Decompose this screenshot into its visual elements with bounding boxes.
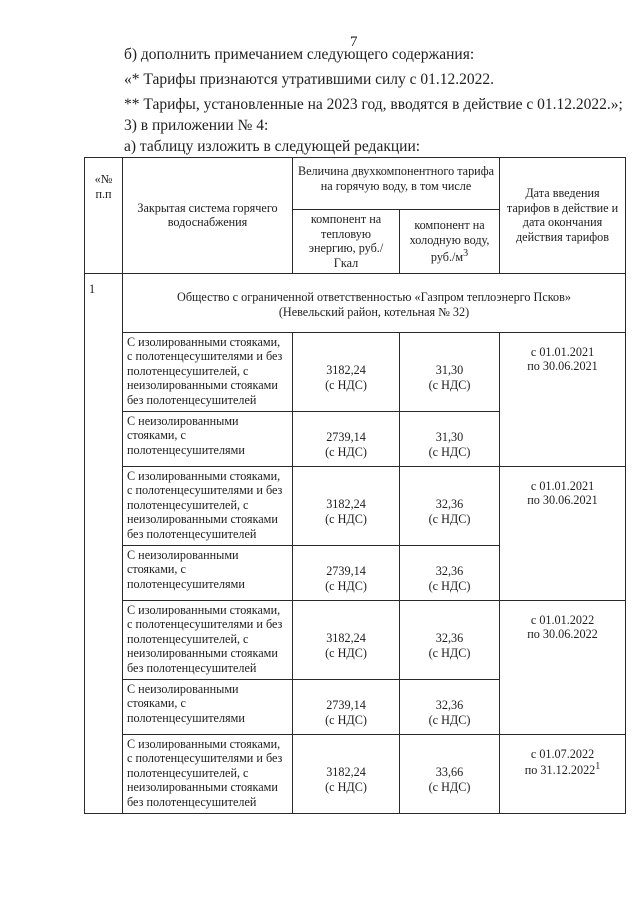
heat-vat: (с НДС) (325, 511, 367, 526)
header-water-text: компонент на холодную воду, руб./м (409, 218, 490, 264)
water-value: 33,66 (435, 764, 464, 779)
water-vat: (с НДС) (428, 511, 471, 526)
water-value: 31,30 (435, 362, 464, 377)
date-to: по 31.12.2022 (524, 763, 596, 778)
water-value: 32,36 (435, 697, 464, 712)
row-number: 1 (85, 273, 123, 813)
intro-line-1: б) дополнить примечанием следующего содержания: (124, 46, 475, 63)
system-cell: С изолированными стояками, с полотенцесушителями и без полотенцесушителей, с неизолированными стояками без полотенцесушителей (123, 332, 293, 411)
water-value-cell (400, 332, 500, 411)
water-vat: (с НДС) (428, 712, 471, 727)
water-value: 32,36 (435, 630, 464, 645)
water-vat: (с НДС) (428, 578, 471, 593)
water-vat: (с НДС) (428, 444, 471, 459)
date-range-cell (500, 600, 626, 734)
header-dates: Дата введения тарифов в действие и дата окончания действия тарифов (500, 158, 626, 274)
header-heat-component: компонент на тепловую энергию, руб./Гкал (293, 210, 400, 274)
intro-line-5: а) таблицу изложить в следующей редакции: (124, 138, 421, 155)
date-from: с 01.01.2021 (530, 478, 595, 493)
water-value-cell (400, 600, 500, 679)
system-cell: С неизолированными стояками, с полотенцесушителями (123, 411, 293, 466)
water-value-cell (400, 411, 500, 466)
date-to-wrap (504, 761, 621, 778)
header-system: Закрытая система горячего водоснабжения (123, 158, 293, 274)
date-range-cell (500, 734, 626, 813)
water-value: 32,36 (435, 563, 464, 578)
water-value: 31,30 (435, 429, 464, 444)
header-water-sup: 3 (463, 247, 469, 259)
date-to: по 30.06.2022 (527, 627, 598, 642)
date-from: с 01.07.2022 (530, 746, 595, 761)
heat-value-cell (293, 411, 400, 466)
intro-line-3: ** Тарифы, установленные на 2023 год, вводятся в действие с 01.12.2022.»; (124, 96, 623, 113)
heat-vat: (с НДС) (325, 578, 367, 593)
heat-vat: (с НДС) (325, 712, 367, 727)
heat-value-cell (293, 600, 400, 679)
water-vat: (с НДС) (428, 779, 471, 794)
water-value-cell (400, 466, 500, 545)
system-cell: С неизолированными стояками, с полотенцесушителями (123, 545, 293, 600)
water-vat: (с НДС) (428, 645, 471, 660)
header-water-component (400, 210, 500, 274)
header-tariff: Величина двухкомпонентного тарифа на горячую воду, в том числе (293, 158, 500, 210)
water-value-cell (400, 679, 500, 734)
heat-vat: (с НДС) (325, 645, 367, 660)
organization-location: (Невельский район, котельная № 32) (278, 304, 470, 319)
date-footnote-mark: 1 (595, 761, 601, 773)
organization-name: Общество с ограниченной ответственностью «Газпром теплоэнерго Псков» (177, 289, 571, 304)
heat-value-cell (293, 466, 400, 545)
header-number: «№ п.п (85, 158, 123, 274)
heat-value: 3182,24 (326, 630, 366, 645)
water-value-cell (400, 734, 500, 813)
date-range-cell (500, 332, 626, 466)
system-cell: С изолированными стояками, с полотенцесушителями и без полотенцесушителей, с неизолированными стояками без полотенцесушителей (123, 466, 293, 545)
heat-value: 2739,14 (326, 563, 366, 578)
system-cell: С изолированными стояками, с полотенцесушителями и без полотенцесушителей, с неизолированными стояками без полотенцесушителей (123, 734, 293, 813)
heat-value: 3182,24 (326, 496, 366, 511)
water-value: 32,36 (435, 496, 464, 511)
heat-value-cell (293, 734, 400, 813)
intro-line-4: 3) в приложении № 4: (124, 117, 269, 134)
heat-value-cell (293, 679, 400, 734)
tariff-table (84, 157, 626, 814)
organization-cell (123, 273, 626, 332)
page-number: 7 (350, 34, 358, 50)
water-vat: (с НДС) (428, 377, 471, 392)
water-value-cell (400, 545, 500, 600)
heat-vat: (с НДС) (325, 444, 367, 459)
heat-value-cell (293, 545, 400, 600)
date-from: с 01.01.2022 (530, 612, 595, 627)
date-to: по 30.06.2021 (527, 493, 598, 508)
heat-value: 3182,24 (326, 362, 366, 377)
heat-value: 2739,14 (326, 429, 366, 444)
heat-value: 3182,24 (326, 764, 366, 779)
intro-line-2: «* Тарифы признаются утратившими силу с 01.12.2022. (124, 71, 495, 88)
date-range-cell (500, 466, 626, 600)
system-cell: С изолированными стояками, с полотенцесушителями и без полотенцесушителей, с неизолированными стояками без полотенцесушителей (123, 600, 293, 679)
heat-vat: (с НДС) (325, 377, 367, 392)
heat-value: 2739,14 (326, 697, 366, 712)
date-to: по 30.06.2021 (527, 359, 598, 374)
system-cell: С неизолированными стояками, с полотенцесушителями (123, 679, 293, 734)
heat-value-cell (293, 332, 400, 411)
date-from: с 01.01.2021 (530, 344, 595, 359)
heat-vat: (с НДС) (325, 779, 367, 794)
